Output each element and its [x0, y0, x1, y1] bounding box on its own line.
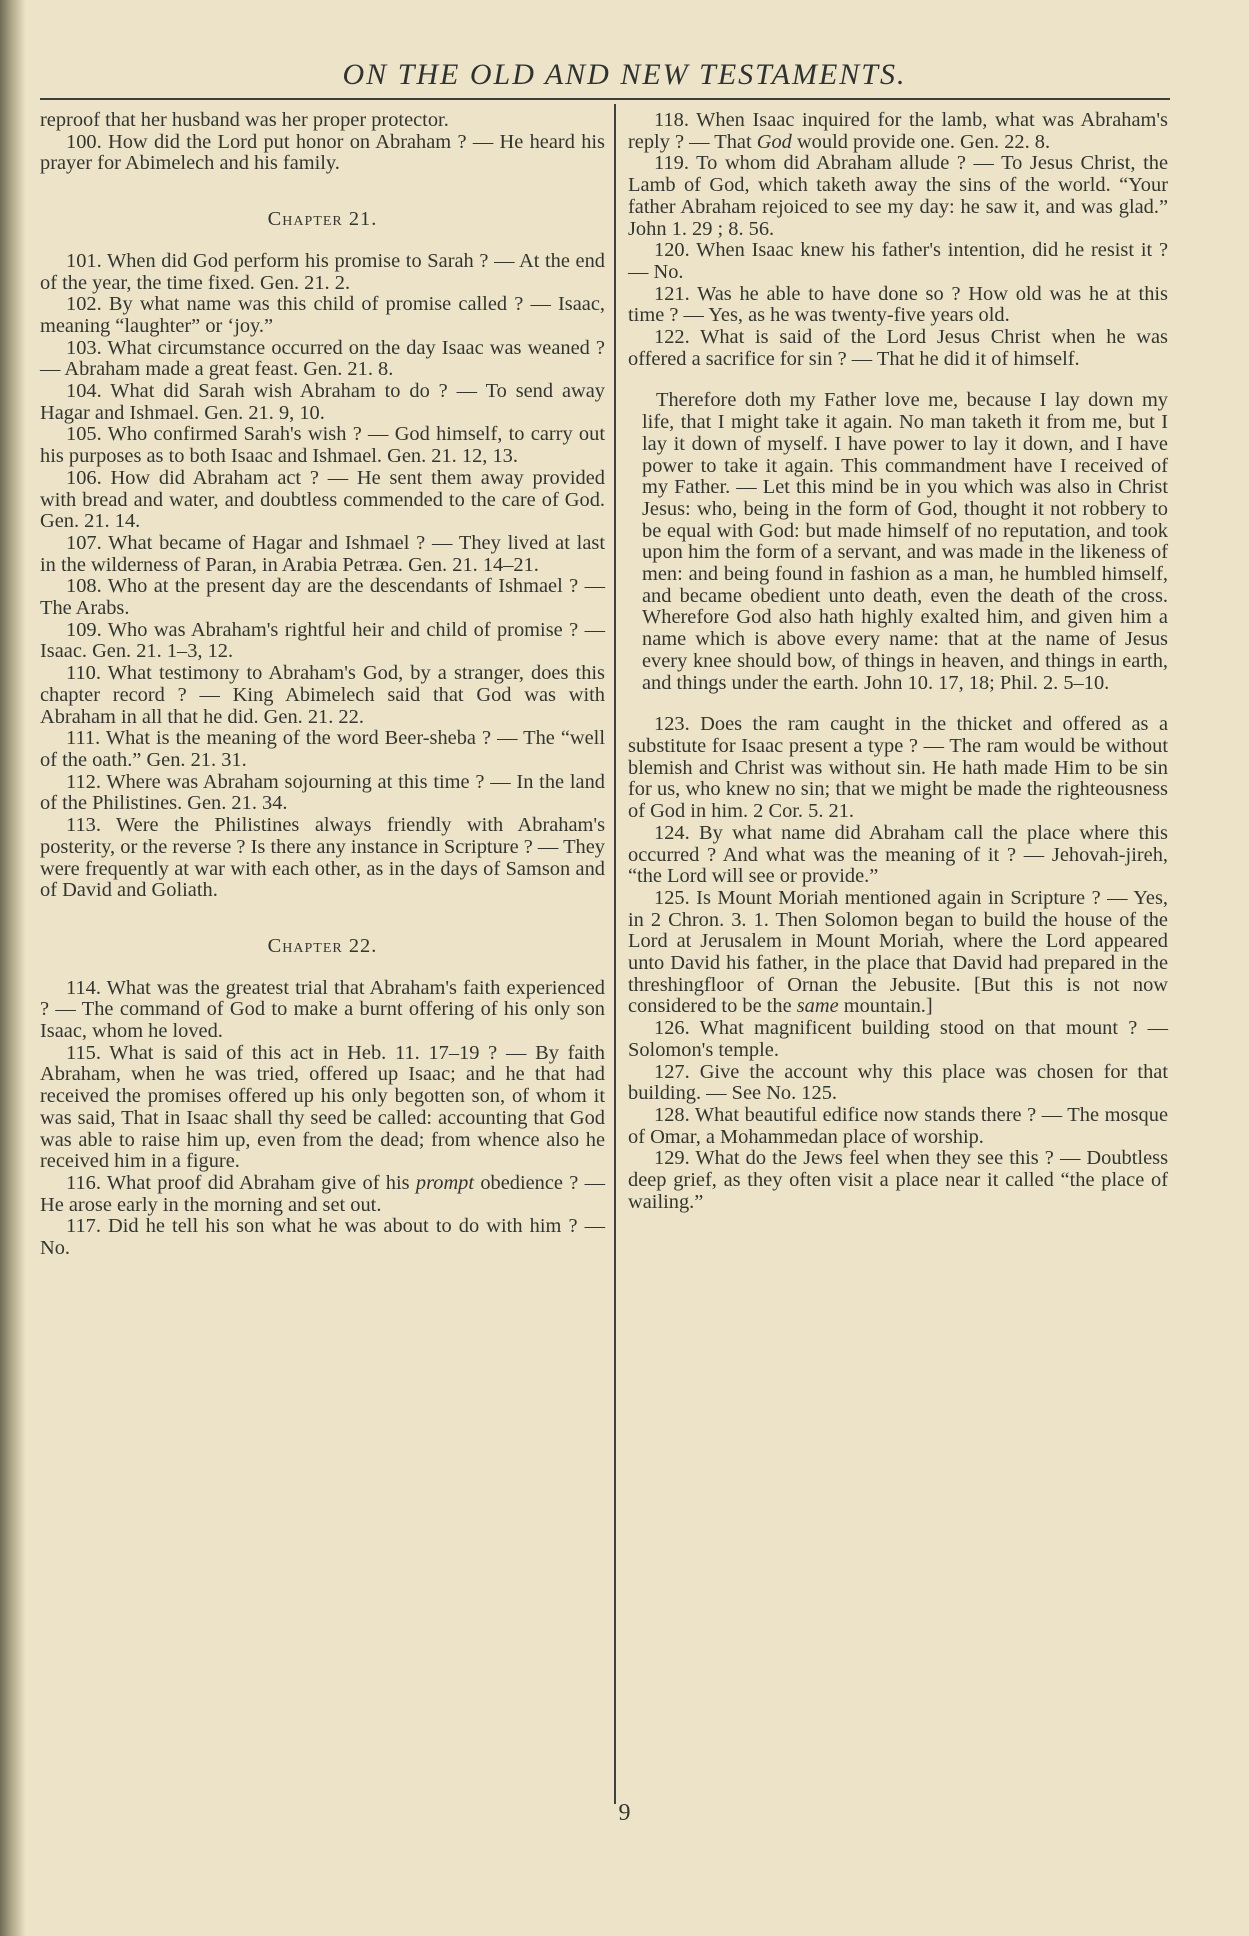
italic-text: same [796, 995, 839, 1018]
question-123: 123. Does the ram caught in the thicket and offered as a substitute for Isaac present a type ? — The ram would be without blemish and Christ was without sin. He hath made Him to be sin for us, who knew no sin; that we might be made the righteousness of God in him. 2 Cor. 5. 21. [628, 713, 1168, 823]
question-127: 127. Give the account why this place was chosen for that building. — See No. 125. [628, 1060, 1168, 1105]
question-102: 102. By what name was this child of promise called ? — Isaac, meaning “laughter” or ‘joy.” [40, 293, 605, 337]
question-122: 122. What is said of the Lord Jesus Christ when he was offered a sacrifice for sin ? — That he did it of himself. [628, 326, 1168, 370]
text: mountain.] [838, 995, 933, 1018]
text: 116. What proof did Abraham give of his [66, 1171, 416, 1194]
question-111: 111. What is the meaning of the word Beer-sheba ? — The “well of the oath.” Gen. 21. 31. [40, 727, 605, 771]
chapter-heading-21: Chapter 21. [267, 208, 378, 231]
text: 118. When Isaac inquired for the lamb, what was Abraham's reply ? — That [628, 109, 1168, 153]
question-103: 103. What circumstance occurred on the day Isaac was weaned ? — Abraham made a great feast. Gen. 21. 8. [40, 336, 605, 381]
column-divider [614, 104, 616, 1804]
question-128: 128. What beautiful edifice now stands there ? — The mosque of Omar, a Mohammedan place of worship. [628, 1103, 1168, 1148]
running-header: ON THE OLD AND NEW TESTAMENTS. [342, 58, 907, 91]
question-126: 126. What magnificent building stood on that mount ? — Solomon's temple. [628, 1017, 1168, 1061]
paragraph: reproof that her husband was her proper protector. [40, 109, 449, 131]
question-112: 112. Where was Abraham sojourning at this time ? — In the land of the Philistines. Gen. 21. 34. [40, 770, 605, 815]
question-105: 105. Who confirmed Sarah's wish ? — God himself, to carry out his purposes as to both Isaac and Ishmael. Gen. 21. 12, 13. [40, 423, 605, 468]
question-125 [628, 888, 1168, 1018]
italic-text: God [756, 130, 792, 153]
text: 125. Is Mount Moriah mentioned again in Scripture ? — Yes, in 2 Chron. 3. 1. Then Solomon began to build the house of the Lord at Jerusalem in Mount Moriah, where the Lord appeared unto David his father, in the place that David had prepared in the threshingfloor of Ornan the Jebusite. [But this is not now considered to be the [628, 886, 1168, 1018]
question-121: 121. Was he able to have done so ? How old was he at this time ? — Yes, as he was twenty-five years old. [628, 282, 1168, 327]
question-106: 106. How did Abraham act ? — He sent them away provided with bread and water, and doubtless commended to the care of God. Gen. 21. 14. [40, 466, 605, 533]
question-114: 114. What was the greatest trial that Abraham's faith experienced ? — The command of God to make a burnt offering of his only son Isaac, whom he loved. [40, 976, 605, 1043]
question-119: 119. To whom did Abraham allude ? — To Jesus Christ, the Lamb of God, which taketh away the sins of the world. “Your father Abraham rejoiced to see my day: he saw it, and was glad.” John 1. 29 ; 8. 56. [628, 152, 1168, 240]
question-116 [40, 1173, 605, 1216]
question-109: 109. Who was Abraham's rightful heir and child of promise ? — Isaac. Gen. 21. 1–3, 12. [40, 618, 605, 663]
question-113: 113. Were the Philistines always friendly with Abraham's posterity, or the reverse ? Is there any instance in Scripture ? — They were frequently at war with each other, as in the days of Samson and of David and Goliath. [40, 814, 605, 902]
question-120: 120. When Isaac knew his father's intention, did he resist it ? — No. [628, 239, 1168, 283]
question-110: 110. What testimony to Abraham's God, by a stranger, does this chapter record ? — King Abimelech said that God was with Abraham in all that he did. Gen. 21. 22. [40, 662, 605, 728]
page-binding-shadow [0, 0, 26, 1936]
text: obedience ? — He arose early in the morning and set out. [40, 1171, 605, 1216]
left-column [40, 110, 605, 1260]
italic-text: prompt [415, 1171, 475, 1194]
chapter-heading-22: Chapter 22. [267, 934, 378, 957]
question-124: 124. By what name did Abraham call the place where this occurred ? And what was the meaning of it ? — Jehovah-jireh, “the Lord will see or provide.” [628, 821, 1168, 888]
scripture-quote: Therefore doth my Father love me, because I lay down my life, that I might take it again. No man taketh it from me, but I lay it down of myself. I have power to lay it down, and I have power to take it again. This commandment have I received of my Father. — Let this mind be in you which was also in Christ Jesus: who, being in the form of God, thought it not robbery to be equal with God: but made himself of no reputation, and took upon him the form of a servant, and was made in the likeness of men: and being found in fashion as a man, he humbled himself, and became obedient unto death, even the death of the cross. Wherefore God also hath highly exalted him, and given him a name which is above every name: that at the name of Jesus every knee should bow, of things in heaven, and things in earth, and things under the earth. John 10. 17, 18; Phil. 2. 5–10. [642, 389, 1168, 694]
question-115: 115. What is said of this act in Heb. 11. 17–19 ? — By faith Abraham, when he was tried, offered up Isaac; and he that had received the promises offered up his only begotten son, of whom it was said, That in Isaac shall thy seed be called: accounting that God was able to raise him up, even from the dead; from whence also he received him in a figure. [40, 1041, 605, 1173]
question-104: 104. What did Sarah wish Abraham to do ? — To send away Hagar and Ishmael. Gen. 21. 9, 10. [40, 380, 605, 424]
header-rule [40, 98, 1170, 100]
question-100: 100. How did the Lord put honor on Abraham ? — He heard his prayer for Abimelech and his family. [40, 130, 605, 175]
question-117: 117. Did he tell his son what he was about to do with him ? — No. [40, 1215, 605, 1260]
right-column [628, 110, 1168, 1213]
question-107: 107. What became of Hagar and Ishmael ? — They lived at last in the wilderness of Paran, in Arabia Petræa. Gen. 21. 14–21. [40, 531, 605, 576]
page-number: 9 [618, 1800, 631, 1826]
text: would provide one. Gen. 22. 8. [791, 130, 1051, 153]
question-101: 101. When did God perform his promise to Sarah ? — At the end of the year, the time fixed. Gen. 21. 2. [40, 249, 605, 294]
question-108: 108. Who at the present day are the descendants of Ishmael ? — The Arabs. [40, 575, 605, 620]
question-129: 129. What do the Jews feel when they see this ? — Doubtless deep grief, as they often visit a place near it called “the place of wailing.” [628, 1147, 1168, 1213]
question-118 [628, 110, 1168, 153]
